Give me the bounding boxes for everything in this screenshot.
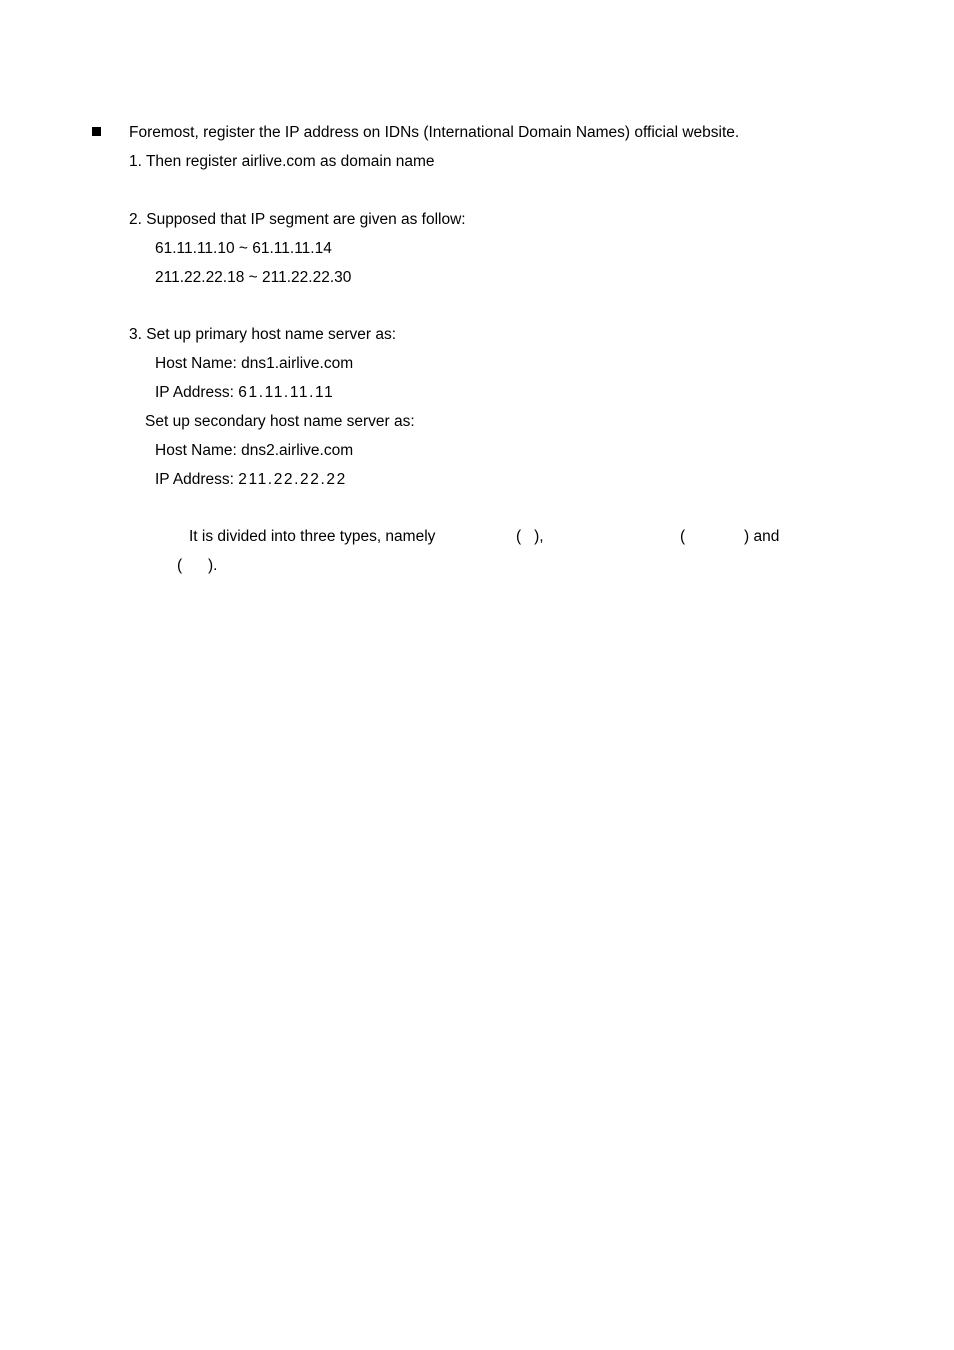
- primary-ip-label: IP Address:: [155, 384, 239, 401]
- step-3-text: 3. Set up primary host name server as:: [129, 326, 397, 343]
- primary-host-name: Host Name: dns1.airlive.com: [155, 355, 354, 372]
- bullet-text: Foremost, register the IP address on IDNs (International Domain Names) official website.: [129, 124, 740, 141]
- note-paren-2: (: [680, 528, 686, 545]
- ip-range-2: 211.22.22.18 ~ 211.22.22.30: [155, 269, 352, 286]
- secondary-host-name: Host Name: dns2.airlive.com: [155, 442, 354, 459]
- step-2-text: 2. Supposed that IP segment are given as follow:: [129, 211, 466, 228]
- primary-ip-value: 61.11.11.11: [238, 384, 335, 401]
- secondary-ip-address: [155, 471, 347, 489]
- bullet-square-icon: [92, 127, 101, 136]
- note-paren-3: ) and: [744, 528, 780, 545]
- secondary-ip-value: 211.22.22.22: [238, 471, 347, 488]
- primary-ip-address: [155, 384, 334, 402]
- note-paren-1: ( ),: [516, 528, 544, 545]
- note-text: It is divided into three types, namely: [189, 528, 436, 545]
- secondary-ip-label: IP Address:: [155, 471, 239, 488]
- ip-range-1: 61.11.11.10 ~ 61.11.11.14: [155, 240, 332, 257]
- step-1-text: 1. Then register airlive.com as domain name: [129, 153, 435, 170]
- note-paren-4: ( ).: [177, 557, 218, 574]
- secondary-server-text: Set up secondary host name server as:: [145, 413, 415, 430]
